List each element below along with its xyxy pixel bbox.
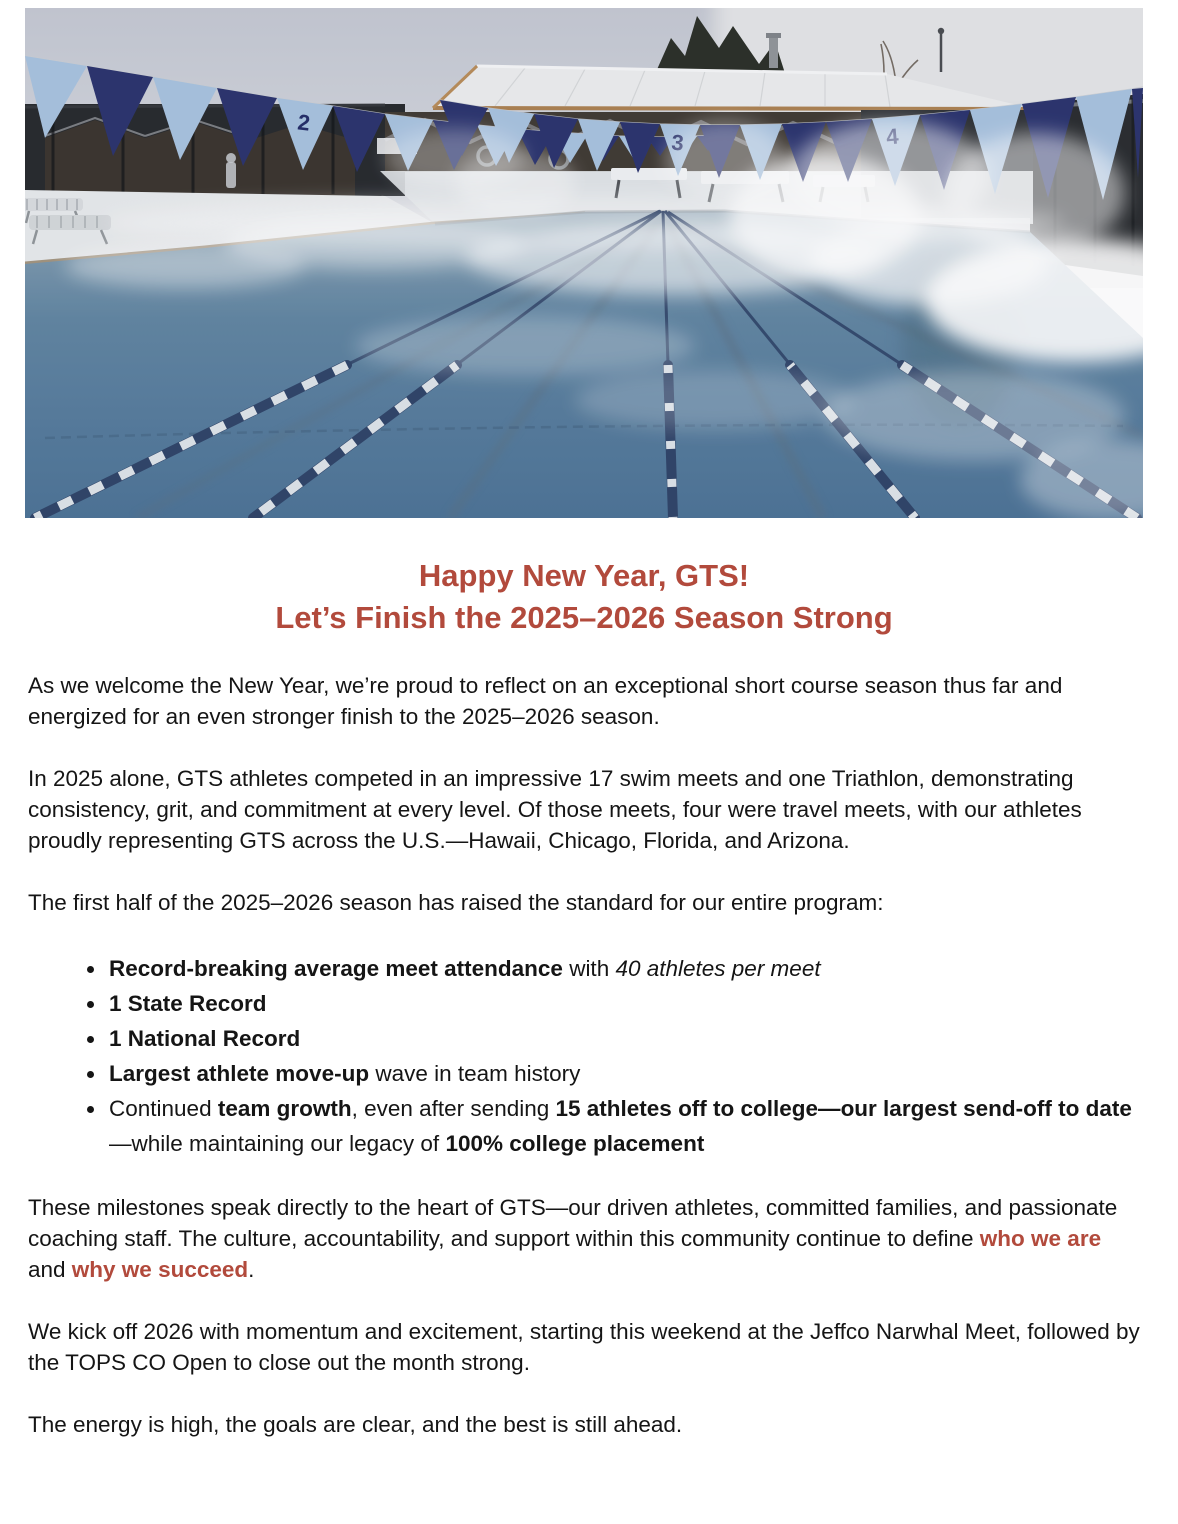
title-line-1: Happy New Year, GTS! bbox=[418, 558, 750, 593]
paragraph-2026-kickoff: We kick off 2026 with momentum and excitement, starting this weekend at the Jeffco Narwhal Meet, followed by the TOPS CO Open to close out the month strong. bbox=[28, 1319, 1140, 1375]
milestone-national-record: • 1 National Record bbox=[107, 1021, 1143, 1056]
pool-photo-illustration bbox=[25, 8, 1143, 518]
paragraph-milestones-heart: These milestones speak directly to the heart of GTS—our driven athletes, committed families, and passionate coaching staff. The culture, accountability, and support within this community continue to define who we are and why we succeed. bbox=[28, 1195, 1118, 1282]
paragraph-season-standard: The first half of the 2025–2026 season has raised the standard for our entire program: bbox=[28, 890, 884, 915]
hero-photo bbox=[25, 8, 1143, 518]
lane-flag-number-2: 2 bbox=[296, 109, 312, 136]
milestones-list bbox=[28, 951, 1143, 1161]
newsletter-title bbox=[25, 555, 1143, 639]
paragraph-intro: As we welcome the New Year, we’re proud to reflect on an exceptional short course season thus far and energized for an even stronger finish to the 2025–2026 season. bbox=[28, 673, 1063, 729]
milestone-attendance: • Record-breaking average meet attendance with 40 athletes per meet bbox=[107, 951, 1143, 986]
paragraph-2025-recap: In 2025 alone, GTS athletes competed in an impressive 17 swim meets and one Triathlon, demonstrating consistency, grit, and commitment at every level. Of those meets, four were travel meets, with our athletes proudly representing GTS across the U.S.—Hawaii, Chicago, Florida, and Arizona. bbox=[28, 766, 1082, 853]
title-line-2: Let’s Finish the 2025–2026 Season Strong bbox=[275, 600, 893, 635]
paragraph-closing: The energy is high, the goals are clear, and the best is still ahead. bbox=[28, 1412, 683, 1437]
newsletter-body bbox=[25, 670, 1143, 1440]
milestone-move-up: • Largest athlete move-up wave in team history bbox=[107, 1056, 1143, 1091]
newsletter bbox=[25, 0, 1143, 1440]
lane-flag-number-3: 3 bbox=[670, 129, 685, 156]
milestone-state-record: • 1 State Record bbox=[107, 986, 1143, 1021]
milestone-team-growth: • Continued team growth, even after sending 15 athletes off to college—our largest send-off to date—while maintaining our legacy of 100% college placement bbox=[107, 1091, 1143, 1161]
